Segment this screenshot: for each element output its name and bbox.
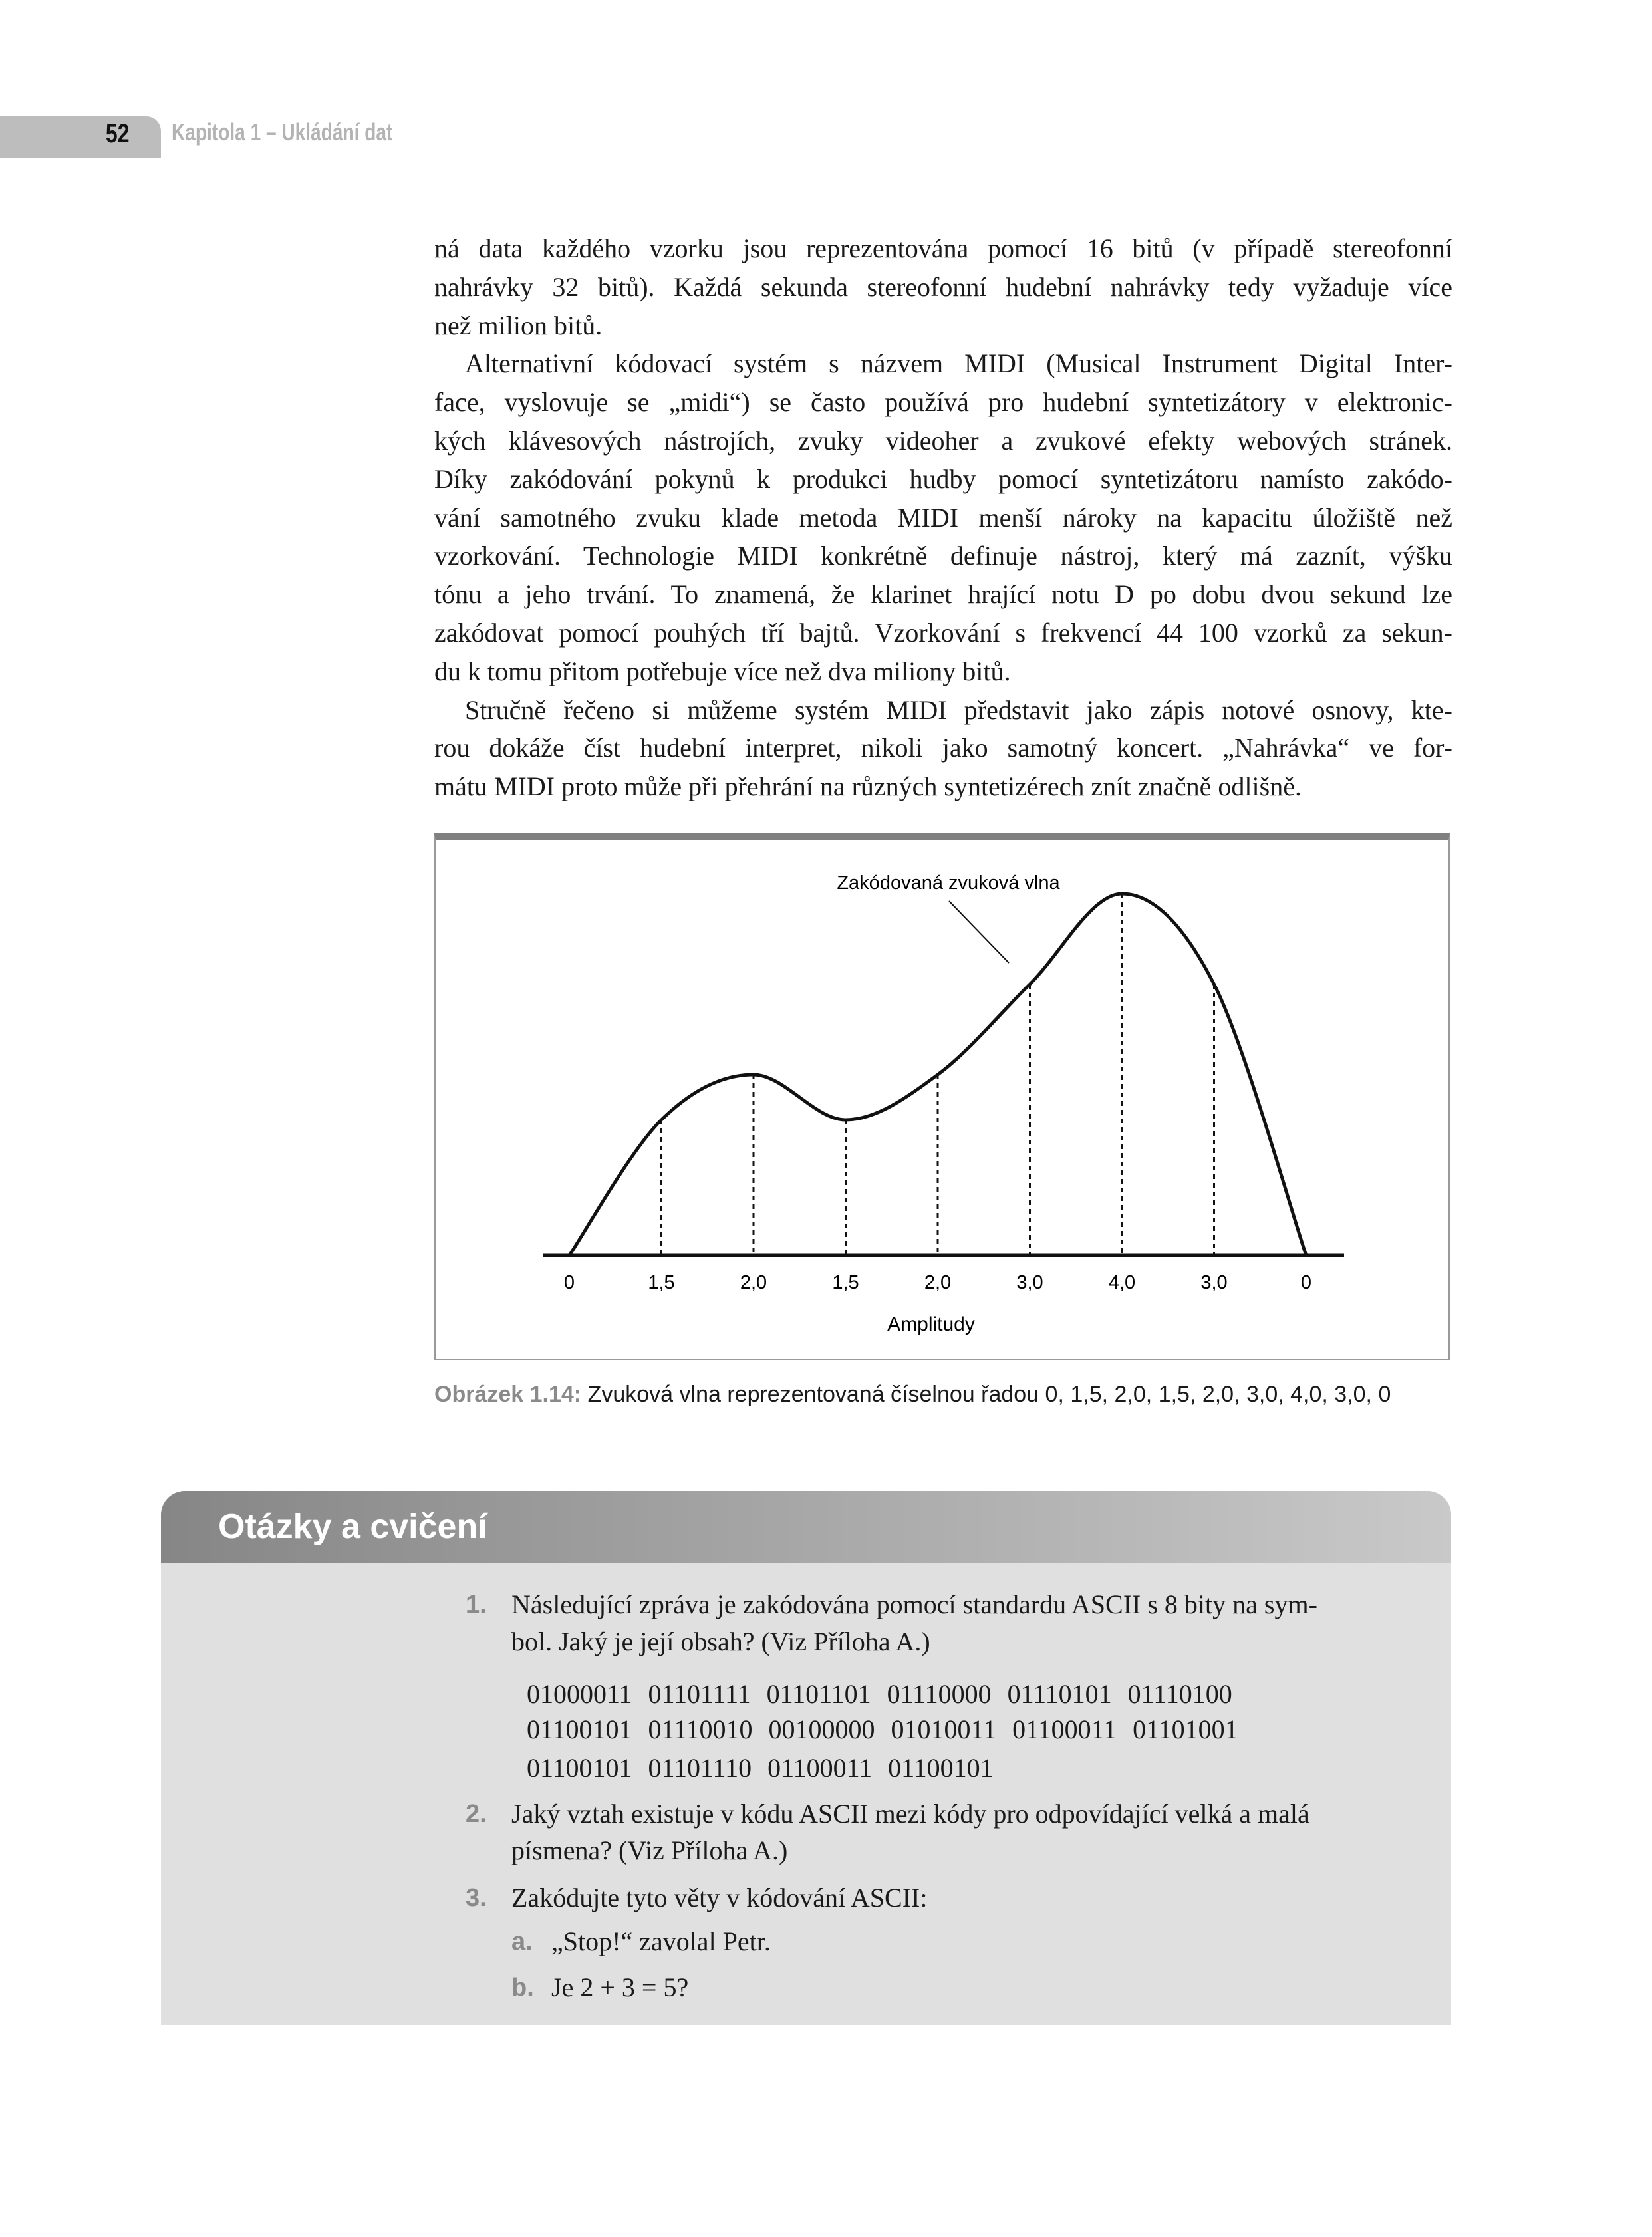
body-text bbox=[434, 229, 1452, 806]
figure-sound-wave bbox=[434, 833, 1450, 1360]
text-line: Stručně řečeno si můžeme systém MIDI představit jako zápis notové osnovy, kte- bbox=[465, 694, 1452, 725]
tick-label: 4,0 bbox=[1108, 1272, 1136, 1293]
question-number: 3. bbox=[466, 1884, 487, 1912]
question-text: bol. Jaký je její obsah? (Viz Příloha A.) bbox=[511, 1627, 930, 1656]
caption-text: Zvuková vlna reprezentovaná číselnou řadou 0, 1,5, 2,0, 1,5, 2,0, 3,0, 4,0, 3,0, 0 bbox=[581, 1382, 1391, 1407]
questions-header bbox=[161, 1491, 1451, 1563]
question-text: písmena? (Viz Příloha A.) bbox=[511, 1835, 788, 1865]
wave-label: Zakódovaná zvuková vlna bbox=[837, 872, 1060, 894]
tick-label: 1,5 bbox=[648, 1272, 675, 1293]
binary-row: 01100101 01101110 01100011 01100101 bbox=[527, 1753, 994, 1783]
tick-label: 0 bbox=[563, 1272, 575, 1293]
x-axis-label: Amplitudy bbox=[887, 1313, 975, 1335]
text-line: kých klávesových nástrojích, zvuky videoher a zvukové efekty webových stránek. bbox=[434, 425, 1452, 456]
text-line: ná data každého vzorku jsou reprezentována pomocí 16 bitů (v případě stereofonní bbox=[434, 233, 1452, 263]
page-number: 52 bbox=[105, 119, 129, 148]
sound-wave-chart bbox=[436, 840, 1448, 1359]
binary-row: 01000011 01101111 01101101 01110000 01110101 01110100 bbox=[527, 1679, 1232, 1709]
questions-section bbox=[161, 1491, 1451, 2025]
wave-curve bbox=[569, 894, 1306, 1255]
tick-label: 3,0 bbox=[1200, 1272, 1228, 1293]
subquestion-letter: b. bbox=[511, 1974, 534, 2002]
tick-label: 1,5 bbox=[832, 1272, 859, 1293]
text-line: Alternativní kódovací systém s názvem MIDI (Musical Instrument Digital Inter- bbox=[465, 348, 1452, 379]
text-line: rou dokáže číst hudební interpret, nikoli jako samotný koncert. „Nahrávka“ ve for- bbox=[434, 733, 1452, 763]
question-text: Zakódujte tyto věty v kódování ASCII: bbox=[511, 1883, 928, 1912]
text-line: zakódovat pomocí pouhých tří bajtů. Vzorkování s frekvencí 44 100 vzorků za sekun- bbox=[434, 617, 1452, 648]
question-number: 1. bbox=[466, 1591, 487, 1619]
question-text: Jaký vztah existuje v kódu ASCII mezi kódy pro odpovídající velká a malá bbox=[511, 1799, 1309, 1829]
text-line: du k tomu přitom potřebuje více než dva miliony bitů. bbox=[434, 656, 1011, 686]
running-header: Kapitola 1 – Ukládání dat bbox=[172, 118, 393, 146]
text-line: Díky zakódování pokynů k produkci hudby pomocí syntetizátoru namísto zakódo- bbox=[434, 463, 1452, 494]
text-line: než milion bitů. bbox=[434, 310, 603, 340]
subquestion-text: Je 2 + 3 = 5? bbox=[551, 1972, 689, 2002]
text-line: nahrávky 32 bitů). Každá sekunda stereofonní hudební nahrávky tedy vyžaduje více bbox=[434, 271, 1452, 302]
tick-label: 2,0 bbox=[924, 1272, 952, 1293]
question-number: 2. bbox=[466, 1800, 487, 1828]
text-line: mátu MIDI proto může při přehrání na různých syntetizérech znít značně odlišně. bbox=[434, 771, 1302, 802]
text-line: tónu a jeho trvání. To znamená, že klarinet hrající notu D po dobu dvou sekund lze bbox=[434, 579, 1452, 610]
tick-label: 0 bbox=[1300, 1272, 1312, 1293]
caption-label: Obrázek 1.14: bbox=[434, 1382, 582, 1407]
tick-label: 3,0 bbox=[1016, 1272, 1043, 1293]
subquestion-text: „Stop!“ zavolal Petr. bbox=[551, 1926, 771, 1956]
page-number-tab bbox=[0, 116, 161, 158]
question-text: Následující zpráva je zakódována pomocí standardu ASCII s 8 bity na sym- bbox=[511, 1589, 1317, 1619]
subquestion-letter: a. bbox=[511, 1928, 533, 1956]
text-line: vzorkování. Technologie MIDI konkrétně definuje nástroj, který má zaznít, výšku bbox=[434, 541, 1452, 571]
figure-caption bbox=[434, 1382, 1391, 1408]
wave-label-leader bbox=[949, 901, 1009, 963]
questions-title: Otázky a cvičení bbox=[218, 1508, 487, 1546]
binary-row: 01100101 01110010 00100000 01010011 01100011 01101001 bbox=[527, 1714, 1238, 1744]
text-line: face, vyslovuje se „midi“) se často používá pro hudební syntetizátory v elektronic- bbox=[434, 387, 1452, 418]
tick-label: 2,0 bbox=[740, 1272, 767, 1293]
text-line: vání samotného zvuku klade metoda MIDI menší nároky na kapacitu úložiště než bbox=[434, 502, 1452, 533]
